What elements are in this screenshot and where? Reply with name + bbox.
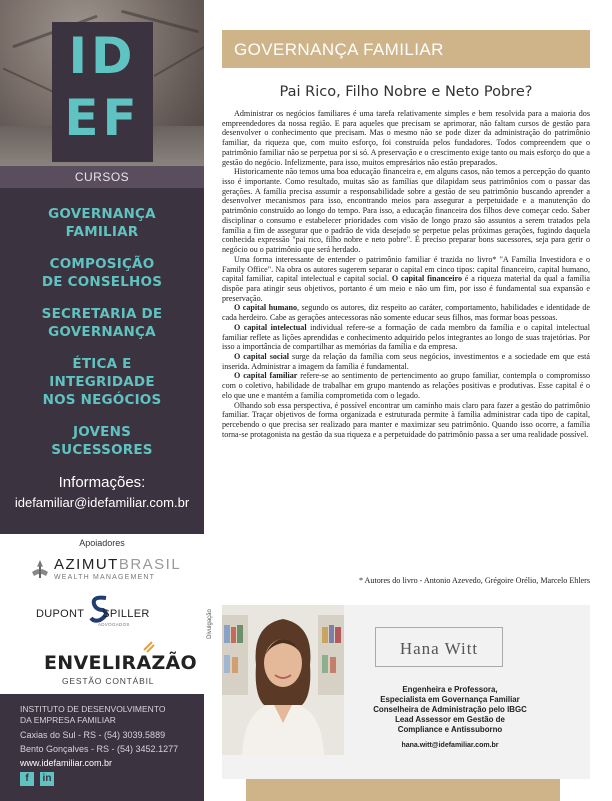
courses-list xyxy=(0,205,204,473)
course-secretaria-governanca[interactable] xyxy=(0,305,204,341)
sponsors-panel xyxy=(0,534,204,694)
author-name-box: Hana Witt xyxy=(375,627,503,667)
azimut-name: AZIMUTBRASIL xyxy=(54,556,182,573)
paragraph: Historicamente não temos uma boa educação financeira e, em alguns casos, não temos a percepção do quanto isso é importante. Como resultado, muitas são as famílias que dilapidam seus patrimônios com o passar das gerações. A família precisa assumir a responsabilidade sobre a gestão de seu patrimônio buscando aprender a desenvolver mecanismos para isso, encontrando meios para assegurar a perpetuidade e a manutenção do patrimônio construído ao longo do tempo. Para isso, a educação financeira dos filhos deve começar cedo. Saber disciplinar o consumo e estabelecer prioridades com visão de longo prazo são assuntos a serem tratados pela família a fim de assegurar que o padrão de vida desejado se perpetue pelas próximas gerações, fugindo daquela conhecida expressão "pai rico, filho nobre e neto pobre". É preciso preparar bons sucessores, seja para gerir o negócio ou o patrimônio que será herdado. xyxy=(222,167,590,255)
institute-name xyxy=(20,704,165,726)
envelirazao-logo[interactable] xyxy=(44,638,198,688)
bio-line: Engenheira e Professora, xyxy=(402,685,498,694)
course-line: ÉTICA E xyxy=(72,356,132,372)
paragraph xyxy=(222,255,590,304)
phone-bento: Bento Gonçalves - RS - (54) 3452.1277 xyxy=(20,744,179,754)
bottom-gold-bar xyxy=(246,779,560,801)
logo-line-1: ID xyxy=(68,27,137,85)
website-link[interactable]: www.idefamiliar.com.br xyxy=(20,758,113,768)
author-email-link[interactable]: hana.witt@idefamiliar.com.br xyxy=(401,742,499,749)
dupont-spiller-logo[interactable] xyxy=(36,594,176,634)
sponsors-title: Apoiadores xyxy=(79,538,125,548)
institute-line: DA EMPRESA FAMILIAR xyxy=(20,715,116,725)
sidebar-footer xyxy=(0,694,204,801)
paragraph-bold: O capital social xyxy=(234,351,290,361)
photo-credit-text: Divulgação xyxy=(206,609,213,639)
envel-subtitle: GESTÃO CONTÁBIL xyxy=(62,676,155,686)
course-composicao-conselhos[interactable] xyxy=(0,255,204,291)
author-portrait-image xyxy=(222,605,344,755)
azimut-subtitle: WEALTH MANAGEMENT xyxy=(54,574,156,581)
paragraph-text: é a riqueza material da qual a família dispõe para atingir seus objetivos, portanto é um meio e não um fim, por isso é fundamental sua expansão e preservação. xyxy=(222,274,590,303)
info-label: Informações: xyxy=(58,474,146,491)
paragraph-bold: O capital intelectual xyxy=(234,322,307,332)
bio-line: Compliance e Antissuborno xyxy=(397,725,503,734)
paragraph xyxy=(222,323,590,352)
course-line: GOVERNANÇA xyxy=(48,206,156,222)
bio-line: Lead Assessor em Gestão de xyxy=(395,715,505,724)
sidebar xyxy=(0,0,204,801)
course-line: SUCESSORES xyxy=(51,442,153,458)
phone-caxias: Caxias do Sul - RS - (54) 3039.5889 xyxy=(20,730,166,740)
envel-name: ENVELIRAZÃO xyxy=(44,652,198,674)
paragraph-bold: O capital familiar xyxy=(234,371,298,381)
author-bio xyxy=(345,685,555,735)
paragraph: Olhando sob essa perspectiva, é possível encontrar um caminho mais claro para fazer a gestão do patrimônio familiar. Traçar objetivos de forma organizada e estruturada permite à família administrar cada tipo de capital, percebendo o que precisa ser realizado para manter e maximizar seu patrimônio. Quando isso ocorre, a família torna-se protagonista na gestão da sua riqueza e a perpetuidade do patrimônio passa a ser uma realidade possível. xyxy=(222,400,590,439)
paragraph xyxy=(222,352,590,371)
courses-header: CURSOS xyxy=(0,166,204,188)
section-banner: GOVERNANÇA FAMILIAR xyxy=(222,30,590,68)
paragraph-bold: O capital humano xyxy=(234,303,298,313)
logo-line-2: EF xyxy=(64,89,141,147)
course-line: DE CONSELHOS xyxy=(41,274,163,290)
facebook-icon[interactable]: f xyxy=(20,772,34,786)
article-headline: Pai Rico, Filho Nobre e Neto Pobre? xyxy=(279,84,533,100)
course-line: FAMILIAR xyxy=(65,224,139,240)
azimut-brasil-logo[interactable] xyxy=(28,556,182,588)
course-line: JOVENS xyxy=(72,424,132,440)
azimut-emblem-icon xyxy=(30,558,50,580)
dupont-name: DUPONT SPILLER xyxy=(36,608,150,620)
course-governanca-familiar[interactable] xyxy=(0,205,204,241)
photo-credit xyxy=(206,605,220,645)
article-body xyxy=(222,109,590,439)
bio-line: Conselheira de Administração pelo IBGC xyxy=(373,705,527,714)
paragraph xyxy=(222,371,590,400)
authors-note: * Autores do livro - Antonio Azevedo, Grégoire Orélio, Marcelo Ehlers xyxy=(358,576,590,585)
course-line: INTEGRIDADE xyxy=(49,374,155,390)
paragraph-text: , segundo os autores, diz respeito ao caráter, comportamento, habilidades e identidade de cada herdeiro. Cabe as gerações antecessoras não somente educar seus filhos, mas formar boas pessoas. xyxy=(222,303,590,323)
author-profile xyxy=(222,605,590,795)
course-line: COMPOSIÇÃO xyxy=(49,256,155,272)
idef-logo xyxy=(52,22,153,162)
linkedin-icon[interactable]: in xyxy=(40,772,54,786)
course-etica-integridade[interactable] xyxy=(0,355,204,409)
paragraph-text: individual refere-se a formação de cada membro da família e o capital intelectual familiar reflete as lições aprendidas e conhecimento adquirido pelos integrantes ao longo de suas trajetórias. Por isso a importância de compartilhar as memórias da família e da empresa. xyxy=(222,322,591,352)
contact-info xyxy=(0,474,204,512)
paragraph-text: surge da relação da família com seus negócios, investimentos e a sociedade em que está inserida. Administrar a imagem da família é fundamental. xyxy=(222,351,590,371)
paragraph: Administrar os negócios familiares é uma tarefa relativamente simples e bem resolvida para a maioria dos empreendedores da nossa região. E para aqueles que precisam se aprimorar, não faltam cursos de gestão para desenvolver o conhecimento que precisam. Mas o mesmo não se pode dizer da administração do patrimônio familiar, da riqueza que, com muito esforço, foi construída pelos fundadores. Todos compreendem que o patrimônio familiar não se perpetua por si só. A preservação e o crescimento exige tanto ou mais esforço do que a gestão do negócio. Infelizmente, para isso, muitos empresários não estão preparados. xyxy=(222,109,590,167)
dupont-subtitle: ADVOGADOS xyxy=(98,622,130,627)
course-line: NOS NEGÓCIOS xyxy=(42,392,162,408)
paragraph-text: refere-se ao sentimento de pertencimento ao grupo familiar, contempla o compromisso com o coletivo, habilidade de trabalhar em grupo mantendo as relações positivas e produtivas. Esse capital é o elo que une e mantém a família comprometida com o legado. xyxy=(222,371,591,400)
paragraph xyxy=(222,303,590,322)
paragraph-text: Uma forma interessante de entender o patrimônio familiar é trazida no livro* "A Família Investidora e o Family Office". Na obra os autores sugerem separar o capital em cinco tipos: capital financeiro, capital humano, capital familiar, capital intelectual e capital social. xyxy=(222,254,590,284)
course-jovens-sucessores[interactable] xyxy=(0,423,204,459)
course-line: GOVERNANÇA xyxy=(48,324,156,340)
paragraph-bold: O capital financeiro xyxy=(391,274,463,284)
author-photo xyxy=(222,605,344,755)
bio-line: Especialista em Governança Familiar xyxy=(380,695,520,704)
course-line: SECRETARIA DE xyxy=(41,306,163,322)
institute-line: INSTITUTO DE DESENVOLVIMENTO xyxy=(20,704,166,714)
info-email-link[interactable]: idefamiliar@idefamiliar.com.br xyxy=(14,495,190,510)
